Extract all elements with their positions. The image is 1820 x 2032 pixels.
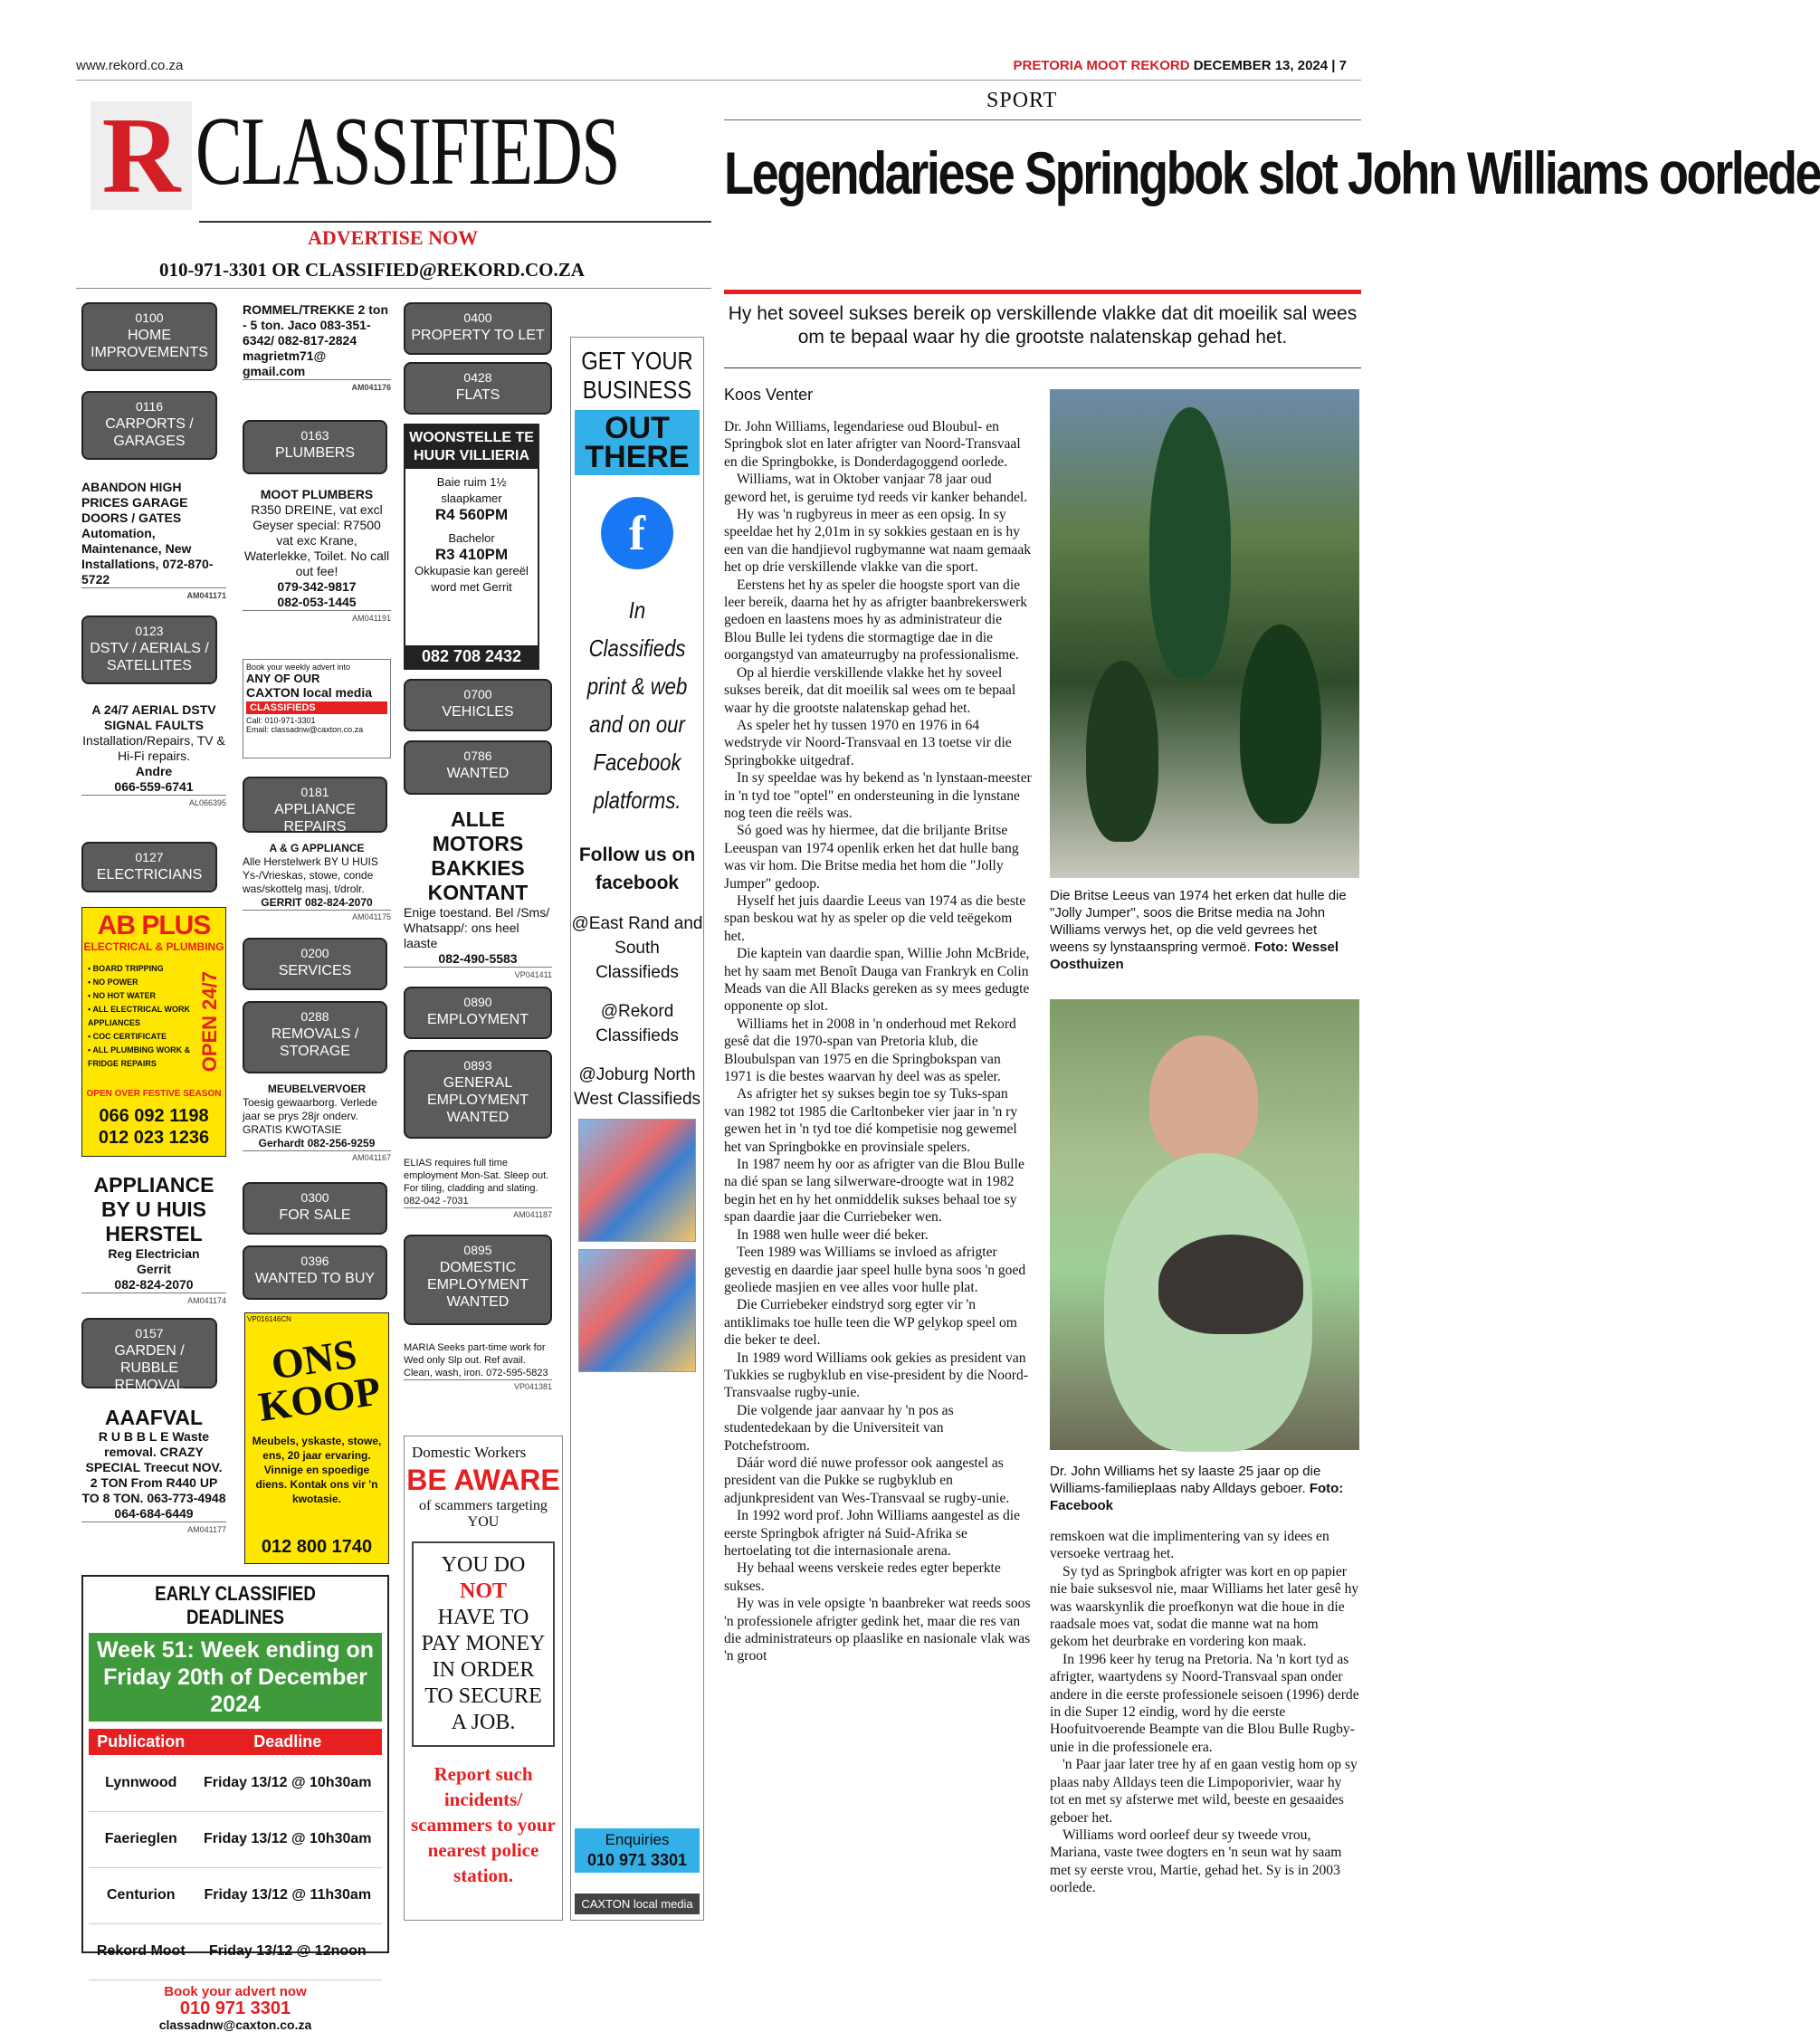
table-row [89, 1755, 382, 1811]
category-flats[interactable] [404, 362, 552, 415]
category-name: REMOVALS / STORAGE [271, 1026, 359, 1059]
book-phone: 010 971 3301 [179, 1998, 291, 2018]
category-code: 0127 [135, 850, 164, 864]
category-code: 0396 [300, 1254, 329, 1268]
john-williams-photo [1050, 999, 1359, 1450]
category-wanted[interactable] [404, 740, 552, 795]
elias-ad [404, 1157, 552, 1221]
garage-doors-ad [81, 480, 226, 604]
ad-text: R U B B L E Waste removal. CRAZY SPECIAL Treecut NOV. 2 TON From R440 UP TO 8 TON. 063-773-4948 064-684-6449 [81, 1429, 226, 1521]
ad-ref: AL066395 [81, 795, 226, 811]
ad-phone: 066-559-6741 [114, 779, 194, 794]
herstel-ad [81, 1173, 226, 1309]
photo-caption-2 [1050, 1463, 1359, 1514]
category-code: 0288 [300, 1009, 329, 1024]
ad-ref: VP041411 [404, 967, 552, 983]
category-code: 0100 [135, 310, 164, 325]
ab-plus-ad [81, 907, 226, 1157]
ons-koop-ad [244, 1312, 389, 1564]
category-code: 0300 [300, 1190, 329, 1205]
domestic-workers-warning [404, 1436, 563, 1921]
ad-price: R4 560PM [434, 506, 509, 523]
page-number: 7 [1339, 58, 1347, 73]
ad-text: R350 DREINE, vat excl Geyser special: R7500 vat exc Krane, Waterlekke, Toilet. No call out fee! [243, 502, 390, 578]
portrait-head [1149, 1035, 1258, 1162]
paragraph: In 1988 wen hulle weer dié beker. [737, 1226, 929, 1243]
promo-out: OUT THERE [575, 410, 700, 475]
caption-text: Dr. John Williams het sy laaste 25 jaar op die Williams-familieplaas naby Alldays geboer. [1050, 1464, 1321, 1496]
ad-line: Bachelor [448, 531, 495, 545]
category-employment[interactable] [404, 987, 552, 1039]
ad-phone: 082-824-2070 [114, 1277, 194, 1292]
category-property-to-let[interactable] [404, 302, 552, 355]
be-aware: BE AWARE [406, 1464, 560, 1496]
promo-follow: Follow us on facebook [578, 844, 696, 893]
maria-ad [404, 1341, 552, 1393]
paragraph: Só goed was hy hiermee, dat die briljante Britse Leeuspan van 1974 openlik erken het dat hulle bang was vir hom. Die Britse media het hom die "Jolly Jumper" gedoop. [724, 823, 1019, 892]
ad-ref: AM041174 [81, 1293, 226, 1309]
category-code: 0428 [463, 370, 492, 385]
ad-phone: 079-342-9817 [277, 579, 357, 594]
paragraph: Hy was 'n rugbyreus in meer as een opsig. In sy speeldae het hy 2,01m in sy sokkies gestaan en is hy een van die handjievol rugbymanne wat naam gemaak het op drie verskillende vlakke van die sport. [724, 507, 1032, 576]
paragraph: Sy tyd as Springbok afrigter was kort en op papier nie baie suksesvol nie, maar Williams het later gesê hy was waarskynlik die proefkonyn wat die houe in die raadsale moes vat, sodat die manne wat na hom gekom het deurbrake en vordering kon maak. [1050, 1563, 1359, 1650]
warning-line: YOU DO [441, 1553, 526, 1577]
ad-phone: 082-490-5583 [438, 951, 518, 966]
promo-email[interactable]: Email: classadnw@caxton.co.za [246, 725, 364, 734]
player [1240, 625, 1321, 824]
facebook-handle[interactable]: @East Rand and South Classifieds [571, 914, 703, 982]
category-wanted-to-buy[interactable] [243, 1245, 387, 1300]
ad-ref: AM041177 [81, 1522, 226, 1538]
promo-any: ANY OF OUR [246, 672, 320, 685]
headline-rule [724, 290, 1361, 294]
article-standfirst: Hy het soveel sukses bereik op verskillende vlakke dat dit moeilik sal wees om te bepaal waar hy die grootste nalatenskap gehad het. [728, 303, 1358, 348]
header-rule [76, 80, 1361, 81]
newspaper-thumbnail [578, 1249, 696, 1372]
category-name: SERVICES [278, 963, 352, 978]
enquiries [575, 1828, 700, 1873]
section-label: SPORT [986, 89, 1058, 112]
warning-not: NOT [459, 1579, 507, 1603]
scam-text: of scammers targeting YOU [419, 1498, 548, 1530]
cell-publication: Faerieglen [89, 1811, 194, 1867]
ad-title: AB PLUS [97, 911, 211, 940]
ad-line: Gerrit [136, 1262, 172, 1276]
ad-contact: Gerhardt 082-256-9259 [258, 1137, 376, 1150]
category-name: ELECTRICIANS [96, 867, 203, 882]
category-name: FOR SALE [279, 1207, 351, 1223]
paragraph: Williams word oorleef deur sy tweede vrou, Mariana, vaste twee dogters en 'n seun wat hy saam met sy eerste vrou, Martie, gehad het. Sy is in 2003 oorlede. [1050, 1827, 1342, 1896]
logo-letter: R [101, 95, 181, 215]
warning-title: Domestic Workers [412, 1444, 527, 1461]
category-services[interactable] [243, 938, 387, 990]
category-code: 0400 [463, 310, 492, 325]
promo-call: Call: 010-971-3301 [246, 716, 316, 725]
ad-ref: AM041171 [81, 587, 226, 604]
ad-title: ALLE MOTORS BAKKIES KONTANT [427, 807, 529, 904]
category-vehicles[interactable] [404, 679, 552, 731]
category-name: VEHICLES [442, 704, 514, 720]
category-name: FLATS [455, 387, 500, 403]
standfirst-rule [724, 367, 1361, 368]
category-code: 0123 [135, 624, 164, 638]
article-headline: Legendariese Springbok slot John Williams oorlede [724, 139, 1820, 206]
category-name: HOME IMPROVEMENTS [91, 328, 208, 360]
category-dstv-aerials[interactable] [81, 615, 217, 684]
category-name: APPLIANCE REPAIRS [274, 802, 356, 835]
category-code: 0157 [135, 1326, 164, 1340]
paragraph: In 1989 word Williams ook gekies as president van Tukkies se rugbyklub en vise-president by die Noord-Transvaalse rugby-unie. [724, 1350, 1028, 1401]
ad-contact: GERRIT 082-824-2070 [261, 896, 373, 909]
ad-title: A 24/7 AERIAL DSTV SIGNAL FAULTS [91, 702, 216, 732]
ad-ref: VP041381 [404, 1379, 552, 1393]
paragraph: Hy behaal weens verskeie redes egter beperkte sukses. [724, 1560, 1001, 1594]
ad-ref: AM041167 [243, 1150, 391, 1165]
promo-get: GET YOUR BUSINESS [581, 347, 693, 404]
paragraph: As speler het hy tussen 1970 en 1976 in 64 wedstryde vir Noord-Transvaal en 13 toetse vir die Springbokke uitgedraf. [724, 717, 1012, 768]
category-name: WANTED TO BUY [254, 1271, 376, 1286]
ad-price: R3 410PM [434, 546, 509, 563]
ad-phone: 012 800 1740 [261, 1537, 373, 1557]
cell-deadline: Friday 13/12 @ 11h30am [194, 1867, 382, 1923]
paragraph: In 1992 word prof. John Williams aangestel as die eerste Springbok afrigter ná Suid-Afrika se hertoelating tot die internasionale arena. [724, 1508, 1021, 1559]
cell-deadline: Friday 13/12 @ 10h30am [194, 1811, 382, 1867]
paragraph: Teen 1989 was Williams se invloed as afrigter gevestig en daardie jaar speel hulle byna soos 'n goed geoliede masjien en vee alles voor hulle plat. [724, 1245, 1026, 1295]
ag-appliance-ad [243, 842, 391, 924]
caption-credit: Foto: Facebook [1050, 1481, 1344, 1513]
ad-ref: AM041175 [243, 910, 391, 924]
cell-publication: Centurion [89, 1867, 194, 1923]
category-code: 0893 [463, 1058, 492, 1073]
ad-text: ELIAS requires full time employment Mon-Sat. Sleep out. For tiling, cladding and slating. 082-042 -7031 [404, 1158, 549, 1207]
category-code: 0895 [463, 1243, 492, 1257]
ad-line: Okkupasie kan gereël word met Gerrit [415, 564, 529, 594]
newspaper-thumbnail [578, 1119, 696, 1242]
caption-text: Die Britse Leeus van 1974 het erken dat hulle die "Jolly Jumper", soos die Britse media na John Williams verwys het, op die veld gevrees het weens sy lynstaanspring vermoë. [1050, 888, 1347, 955]
supporting-player [1086, 661, 1158, 842]
category-name: GENERAL EMPLOYMENT WANTED [426, 1075, 529, 1125]
ad-title: AAAFVAL [104, 1406, 204, 1429]
warning-box [412, 1541, 555, 1747]
paragraph: Williams, wat in Oktober vanjaar 78 jaar oud geword het, is geruime tyd reeds vir kanker behandel. [724, 472, 1028, 505]
list-item: • NO POWER [88, 978, 138, 987]
category-code: 0200 [300, 946, 329, 960]
paragraph: Dáár word dié nuwe professor ook aangestel as president van die Pukke se rugbyklub en adjunkpresident van Wes-Transvaal se rugby-unie. [724, 1455, 1010, 1506]
paragraph: remskoen wat die implimentering van sy idees en versoeke vertraag het. [1050, 1529, 1329, 1562]
enquiries-phone: 010 971 3301 [586, 1851, 688, 1869]
separator: | [1331, 58, 1339, 73]
category-name: DOMESTIC EMPLOYMENT WANTED [426, 1260, 529, 1310]
jumping-player [1149, 407, 1231, 679]
ad-text: ABANDON HIGH PRICES GARAGE DOORS / GATES Automation, Maintenance, New Installations, 072-870-5722 [81, 480, 214, 587]
category-name: GARDEN / RUBBLE REMOVAL [114, 1343, 185, 1393]
photo-caption-1 [1050, 887, 1359, 973]
caxton-promo-box [243, 659, 391, 758]
paragraph: 'n Paar jaar later tree hy af en gaan vestig hom op sy plaas naby Alldays teen die Limpoporivier, waar hy tot en met sy afsterwe met wild, beeste en gesaaides geboer het. [1050, 1757, 1358, 1826]
paragraph: Dr. John Williams, legendariese oud Bloubul- en Springbok slot en later afrigter van Noord-Transvaal en die Springbokke, is Donderdagoggend oorlede. [724, 419, 1021, 470]
category-code: 0786 [463, 749, 492, 763]
paragraph: Hyself het juis daardie Leeus van 1974 as die beste span beskou wat hy as speler op die veld teëgekom het. [724, 892, 1026, 944]
report-text: Report such incidents/ scammers to your nearest police station. [411, 1763, 556, 1886]
woonstelle-ad [404, 424, 539, 670]
advertise-now: ADVERTISE NOW [308, 226, 479, 249]
festive-notice: OPEN OVER FESTIVE SEASON [86, 1089, 222, 1099]
list-item: • BOARD TRIPPING [88, 964, 164, 973]
ad-phones [82, 1105, 225, 1149]
category-name: EMPLOYMENT [426, 1012, 529, 1027]
promo-italic: In Classifieds print & web and on our Facebook platforms. [586, 596, 688, 814]
category-name: CARPORTS / GARAGES [105, 416, 194, 449]
ad-contact: Andre [135, 764, 173, 778]
deadlines-title: EARLY CLASSIFIED DEADLINES [155, 1582, 316, 1628]
rommel-ad [243, 302, 391, 396]
enquiries-label: Enquiries [605, 1831, 670, 1848]
ad-text: Toesig gewaarborg. Verlede jaar se prys 28jr onderv. GRATIS KWOTASIE [243, 1096, 377, 1136]
paragraph: Die Curriebeker eindstryd sorg egter vir 'n antiklimaks toe hulle teen die WP gelykop speel om die beker te deel. [724, 1297, 1017, 1349]
service-list [82, 962, 191, 1071]
ad-text: Enige toestand. Bel /Sms/ Whatsapp/: ons heel laaste [404, 905, 550, 950]
paragraph: Hy was in vele opsigte 'n baanbreker wat reeds soos 'n professionele afrigter gedink het, maar die res van die administrateurs op plaaslike en nasionale vlak was 'n groot [724, 1596, 1031, 1665]
article-column-1 [724, 418, 1032, 1964]
facebook-handle[interactable]: @Joburg North West Classifieds [573, 1065, 701, 1109]
category-code: 0116 [135, 399, 164, 414]
lineout-photo [1050, 389, 1359, 878]
category-removals-storage[interactable] [243, 1001, 387, 1073]
motors-ad [404, 807, 552, 983]
facebook-icon[interactable]: f [601, 497, 673, 569]
paragraph: In 1996 keer hy terug na Pretoria. Na 'n kort tyd as afrigter, waartydens sy Noord-Transvaal span onder andere in die eerste professionele seisoen (1996) derde in die Super 12 eindig, word hy die eerste Hoofuitvoerende Beampte van die Blou Bulle Rugby-unie in die professionele era. [1050, 1651, 1359, 1755]
category-name: PROPERTY TO LET [411, 328, 545, 343]
paragraph: Die kaptein van daardie span, Willie John McBride, het hy saam met Benoît Dauga van Frankryk en Colin Meads van die All Blacks gereken as sy mees gedugte opponente op slot. [724, 946, 1030, 1015]
ad-line: Baie ruim 1½ slaapkamer [436, 475, 507, 505]
category-code: 0163 [300, 428, 329, 443]
list-item: • COC CERTIFICATE [88, 1032, 167, 1041]
promo-small: Book your weekly advert into [246, 663, 351, 672]
header-deadline: Deadline [194, 1729, 382, 1755]
ad-title: WOONSTELLE TE HUUR VILLIERIA [405, 425, 538, 469]
open-24-7: OPEN 24/7 [198, 971, 221, 1073]
list-item: • NO HOT WATER [88, 991, 156, 1000]
ad-title: MOOT PLUMBERS [260, 487, 374, 501]
paragraph: In sy speeldae was hy bekend as 'n lynstaan-meester in 'n tyd toe "optel" en ondersteuning in die lynstane nog teen die reëls was. [724, 770, 1032, 821]
category-appliance-repairs[interactable] [243, 777, 387, 833]
category-for-sale[interactable] [243, 1182, 387, 1235]
category-name: DSTV / AERIALS / SATELLITES [90, 641, 209, 673]
caxton-logo: CAXTON local media [575, 1894, 700, 1914]
table-row [89, 1923, 382, 1980]
category-carports-garages[interactable] [81, 391, 217, 460]
ad-text: Alle Herstelwerk BY U HUIS Ys-/Vrieskas, stowe, conde was/skottelg masj, t/drolr. [243, 855, 378, 895]
site-url[interactable]: www.rekord.co.za [76, 58, 184, 73]
moot-plumbers-ad [243, 487, 391, 626]
meubelvervoer-ad [243, 1083, 391, 1165]
ad-phone: 082 708 2432 [405, 645, 538, 668]
dstv-ad [81, 702, 226, 811]
category-name: WANTED [446, 766, 510, 781]
table-row [89, 1867, 382, 1923]
category-plumbers[interactable] [243, 420, 387, 474]
book-email[interactable]: classadnw@caxton.co.za [158, 2017, 312, 2032]
ad-title: A & G APPLIANCE [269, 842, 365, 854]
publication-name: PRETORIA MOOT REKORD [1013, 58, 1190, 73]
paragraph: Die volgende jaar aanvaar hy 'n pos as studentedekaan by die Universiteit van Potchefstroom. [724, 1402, 954, 1454]
facebook-handle[interactable]: @Rekord Classifieds [596, 1002, 679, 1045]
category-code: 0181 [300, 785, 329, 799]
ad-title: ONS KOOP [255, 1330, 384, 1430]
ad-title: APPLIANCE BY U HUIS HERSTEL [93, 1173, 214, 1245]
promo-classifieds: CLASSIFIEDS [246, 701, 387, 714]
classifieds-rule [76, 288, 711, 289]
cell-publication: Rekord Moot [89, 1923, 194, 1980]
category-code: 0890 [463, 995, 492, 1009]
publication-line [1014, 58, 1347, 73]
ad-body [405, 469, 538, 601]
issue-date: DECEMBER 13, 2024 [1193, 58, 1329, 73]
paragraph: Op al hierdie verskillende vlakke het hy soveel sukses bereik, dat dit moeilik sal wees om te bepaal waar hy die grootste nalatenskap gehad het. [724, 664, 1016, 716]
category-name: PLUMBERS [274, 445, 356, 461]
category-general-employment-wanted[interactable] [404, 1050, 552, 1139]
article-column-2 [1050, 1528, 1359, 1964]
section-rule [724, 119, 1361, 120]
classifieds-contact: 010-971-3301 OR CLASSIFIED@REKORD.CO.ZA [159, 259, 585, 281]
ad-ref: VP016146CN [247, 1315, 291, 1323]
ad-subtitle: ELECTRICAL & PLUMBING [83, 940, 224, 953]
table-header [89, 1729, 382, 1755]
ad-ref: AM041176 [243, 379, 391, 396]
cell-deadline: Friday 13/12 @ 10h30am [194, 1755, 382, 1811]
category-code: 0700 [463, 687, 492, 701]
ad-text: Installation/Repairs, TV & Hi-Fi repairs. [82, 733, 225, 763]
ad-ref: AM041187 [404, 1207, 552, 1221]
ad-text: MARIA Seeks part-time work for Wed only Slp out. Ref avail. Clean, wash, iron. 072-595-5823 [404, 1342, 548, 1379]
cell-deadline: Friday 13/12 @ 12noon [194, 1923, 382, 1980]
article-byline: Koos Venter [724, 386, 814, 404]
warning-line: HAVE TO PAY MONEY IN ORDER TO SECURE A JOB. [421, 1606, 546, 1734]
category-domestic-employment-wanted[interactable] [404, 1235, 552, 1325]
caxton-logo: CAXTON local media [246, 685, 373, 700]
phone-2: 012 023 1236 [98, 1128, 210, 1148]
ad-line: Reg Electrician [108, 1246, 200, 1261]
aaafval-ad [81, 1407, 226, 1538]
paragraph: Williams het in 2008 in 'n onderhoud met Rekord gesê dat die 1970-span van Pretoria klub, die Bloubulspan van 1975 en die Springbokspan van 1971 is die bestes waarvan hy deel was as speler. [724, 1016, 1016, 1085]
category-garden-rubble[interactable] [81, 1318, 217, 1393]
masthead-rule [199, 221, 711, 223]
list-item: • ALL PLUMBING WORK & FRIDGE REPAIRS [88, 1045, 191, 1068]
deadlines-table [89, 1729, 382, 1980]
ad-title: MEUBELVERVOER [267, 1083, 367, 1095]
category-electricians[interactable] [81, 842, 217, 892]
caption-credit: Foto: Wessel Oosthuizen [1050, 940, 1339, 972]
classifieds-title: CLASSIFIEDS [195, 98, 620, 205]
paragraph: As afrigter het sy sukses begin toe sy Tuks-span van 1982 tot 1985 die Carltonbeker vier jaar in 'n ry gewen het in 'n tyd toe dié kompetisie nog gewemel het van Springbokke en provinsiale spelers. [724, 1086, 1018, 1155]
category-home-improvements[interactable] [81, 302, 217, 371]
ad-phone: 082-053-1445 [277, 595, 357, 609]
deadlines-week: Week 51: Week ending on Friday 20th of December 2024 [89, 1633, 382, 1722]
book-advert: Book your advert now [164, 1983, 307, 1999]
table-row [89, 1811, 382, 1867]
ad-ref: AM041191 [243, 610, 391, 626]
cell-publication: Lynnwood [89, 1755, 194, 1811]
paragraph: Eerstens het hy as speler die hoogste sport van die leer bereik, daarna het hy as afrigter baanbrekerswerk gedoen en laastens moes hy as administrateur die Blou Bulle lei tydens die stormagtige dae in die oorgangstyd van amateurrugby na professionalisme. [724, 577, 1028, 663]
header-publication: Publication [89, 1729, 194, 1755]
list-item: • ALL ELECTRICAL WORK APPLIANCES [88, 1005, 190, 1027]
paragraph: In 1987 neem hy oor as afrigter van die Blou Bulle na dié span se lang silwerware-droogte wat in 1982 begin het en hy het onmiddelik sukses behaal toe sy span daardie jaar die Curriebeker wen. [724, 1157, 1024, 1226]
lamb [1158, 1235, 1303, 1334]
rekord-logo [91, 95, 192, 215]
ad-text: Meubels, yskaste, stowe, ens, 20 jaar ervaring. Vinnige en spoedige diens. Kontak ons vir 'n kwotasie. [252, 1435, 382, 1505]
phone-1: 066 092 1198 [99, 1106, 209, 1126]
ad-text: ROMMEL/TREKKE 2 ton - 5 ton. Jaco 083-351- 6342/ 082-817-2824 magrietm71@ gmail.com [243, 302, 388, 378]
facebook-promo [570, 337, 704, 1921]
early-deadlines-box [81, 1575, 389, 2032]
